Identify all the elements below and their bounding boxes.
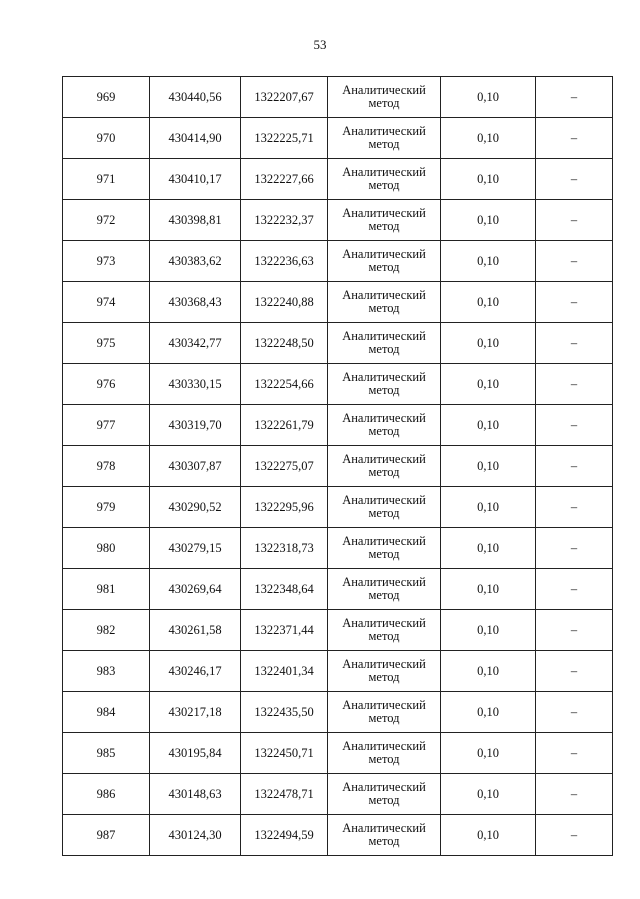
- method-cell: [328, 241, 441, 282]
- x-coordinate-cell: 430307,87: [150, 446, 241, 487]
- point-number-cell: 976: [63, 364, 150, 405]
- method-line-1: Аналитический: [342, 329, 426, 343]
- accuracy-cell: 0,10: [441, 774, 536, 815]
- note-cell: –: [536, 241, 613, 282]
- point-number-cell: 975: [63, 323, 150, 364]
- method-line-2: метод: [368, 711, 400, 725]
- point-number-cell: 973: [63, 241, 150, 282]
- accuracy-cell: 0,10: [441, 118, 536, 159]
- method-cell: [328, 323, 441, 364]
- method-cell: [328, 282, 441, 323]
- method-cell: [328, 118, 441, 159]
- y-coordinate-cell: 1322232,37: [241, 200, 328, 241]
- point-number-cell: 978: [63, 446, 150, 487]
- method-line-2: метод: [368, 752, 400, 766]
- point-number-cell: 970: [63, 118, 150, 159]
- table-row: [63, 118, 613, 159]
- x-coordinate-cell: 430246,17: [150, 651, 241, 692]
- y-coordinate-cell: 1322261,79: [241, 405, 328, 446]
- point-number-cell: 981: [63, 569, 150, 610]
- method-cell: [328, 77, 441, 118]
- method-line-1: Аналитический: [342, 616, 426, 630]
- method-line-2: метод: [368, 342, 400, 356]
- x-coordinate-cell: 430410,17: [150, 159, 241, 200]
- accuracy-cell: 0,10: [441, 159, 536, 200]
- point-number-cell: 987: [63, 815, 150, 856]
- method-line-1: Аналитический: [342, 575, 426, 589]
- note-cell: –: [536, 487, 613, 528]
- table-row: [63, 692, 613, 733]
- point-number-cell: 972: [63, 200, 150, 241]
- accuracy-cell: 0,10: [441, 200, 536, 241]
- table-row: [63, 815, 613, 856]
- method-line-1: Аналитический: [342, 657, 426, 671]
- table-row: [63, 774, 613, 815]
- method-line-2: метод: [368, 424, 400, 438]
- note-cell: –: [536, 323, 613, 364]
- point-number-cell: 969: [63, 77, 150, 118]
- y-coordinate-cell: 1322371,44: [241, 610, 328, 651]
- note-cell: –: [536, 733, 613, 774]
- table-row: [63, 200, 613, 241]
- table-row: [63, 323, 613, 364]
- note-cell: –: [536, 815, 613, 856]
- method-cell: [328, 774, 441, 815]
- y-coordinate-cell: 1322494,59: [241, 815, 328, 856]
- x-coordinate-cell: 430124,30: [150, 815, 241, 856]
- point-number-cell: 982: [63, 610, 150, 651]
- note-cell: –: [536, 118, 613, 159]
- method-line-2: метод: [368, 96, 400, 110]
- x-coordinate-cell: 430195,84: [150, 733, 241, 774]
- y-coordinate-cell: 1322435,50: [241, 692, 328, 733]
- point-number-cell: 984: [63, 692, 150, 733]
- method-line-2: метод: [368, 219, 400, 233]
- note-cell: –: [536, 77, 613, 118]
- table-row: [63, 364, 613, 405]
- accuracy-cell: 0,10: [441, 241, 536, 282]
- x-coordinate-cell: 430342,77: [150, 323, 241, 364]
- x-coordinate-cell: 430414,90: [150, 118, 241, 159]
- y-coordinate-cell: 1322225,71: [241, 118, 328, 159]
- method-line-1: Аналитический: [342, 780, 426, 794]
- y-coordinate-cell: 1322348,64: [241, 569, 328, 610]
- method-cell: [328, 487, 441, 528]
- y-coordinate-cell: 1322295,96: [241, 487, 328, 528]
- accuracy-cell: 0,10: [441, 733, 536, 774]
- method-cell: [328, 815, 441, 856]
- x-coordinate-cell: 430440,56: [150, 77, 241, 118]
- method-cell: [328, 159, 441, 200]
- method-line-1: Аналитический: [342, 534, 426, 548]
- accuracy-cell: 0,10: [441, 487, 536, 528]
- note-cell: –: [536, 610, 613, 651]
- method-line-2: метод: [368, 547, 400, 561]
- accuracy-cell: 0,10: [441, 364, 536, 405]
- method-cell: [328, 364, 441, 405]
- accuracy-cell: 0,10: [441, 528, 536, 569]
- method-line-1: Аналитический: [342, 452, 426, 466]
- table-row: [63, 241, 613, 282]
- method-line-2: метод: [368, 383, 400, 397]
- x-coordinate-cell: 430261,58: [150, 610, 241, 651]
- y-coordinate-cell: 1322478,71: [241, 774, 328, 815]
- coordinates-table-body: [63, 77, 613, 856]
- note-cell: –: [536, 282, 613, 323]
- method-line-1: Аналитический: [342, 493, 426, 507]
- coordinates-table: [62, 76, 613, 856]
- method-line-2: метод: [368, 629, 400, 643]
- note-cell: –: [536, 159, 613, 200]
- method-cell: [328, 528, 441, 569]
- y-coordinate-cell: 1322275,07: [241, 446, 328, 487]
- point-number-cell: 977: [63, 405, 150, 446]
- method-cell: [328, 733, 441, 774]
- y-coordinate-cell: 1322207,67: [241, 77, 328, 118]
- table-row: [63, 282, 613, 323]
- method-line-1: Аналитический: [342, 821, 426, 835]
- point-number-cell: 983: [63, 651, 150, 692]
- method-line-2: метод: [368, 793, 400, 807]
- method-line-2: метод: [368, 137, 400, 151]
- point-number-cell: 985: [63, 733, 150, 774]
- method-line-1: Аналитический: [342, 739, 426, 753]
- method-cell: [328, 200, 441, 241]
- table-row: [63, 77, 613, 118]
- method-cell: [328, 651, 441, 692]
- point-number-cell: 974: [63, 282, 150, 323]
- accuracy-cell: 0,10: [441, 77, 536, 118]
- point-number-cell: 971: [63, 159, 150, 200]
- x-coordinate-cell: 430148,63: [150, 774, 241, 815]
- x-coordinate-cell: 430383,62: [150, 241, 241, 282]
- y-coordinate-cell: 1322240,88: [241, 282, 328, 323]
- method-line-1: Аналитический: [342, 165, 426, 179]
- method-line-2: метод: [368, 588, 400, 602]
- method-line-2: метод: [368, 834, 400, 848]
- method-line-1: Аналитический: [342, 288, 426, 302]
- method-line-2: метод: [368, 178, 400, 192]
- table-row: [63, 446, 613, 487]
- table-row: [63, 733, 613, 774]
- method-line-2: метод: [368, 260, 400, 274]
- table-row: [63, 487, 613, 528]
- y-coordinate-cell: 1322227,66: [241, 159, 328, 200]
- table-row: [63, 405, 613, 446]
- table-row: [63, 159, 613, 200]
- accuracy-cell: 0,10: [441, 282, 536, 323]
- method-line-2: метод: [368, 465, 400, 479]
- note-cell: –: [536, 692, 613, 733]
- note-cell: –: [536, 774, 613, 815]
- method-line-1: Аналитический: [342, 411, 426, 425]
- table-row: [63, 569, 613, 610]
- method-cell: [328, 446, 441, 487]
- note-cell: –: [536, 528, 613, 569]
- method-cell: [328, 610, 441, 651]
- page-number: 53: [313, 37, 327, 52]
- x-coordinate-cell: 430319,70: [150, 405, 241, 446]
- y-coordinate-cell: 1322450,71: [241, 733, 328, 774]
- point-number-cell: 979: [63, 487, 150, 528]
- y-coordinate-cell: 1322401,34: [241, 651, 328, 692]
- accuracy-cell: 0,10: [441, 405, 536, 446]
- x-coordinate-cell: 430269,64: [150, 569, 241, 610]
- note-cell: –: [536, 651, 613, 692]
- method-line-2: метод: [368, 670, 400, 684]
- method-line-1: Аналитический: [342, 206, 426, 220]
- method-cell: [328, 692, 441, 733]
- method-line-2: метод: [368, 506, 400, 520]
- method-line-1: Аналитический: [342, 370, 426, 384]
- note-cell: –: [536, 446, 613, 487]
- table-row: [63, 528, 613, 569]
- accuracy-cell: 0,10: [441, 323, 536, 364]
- accuracy-cell: 0,10: [441, 446, 536, 487]
- note-cell: –: [536, 364, 613, 405]
- note-cell: –: [536, 200, 613, 241]
- method-line-1: Аналитический: [342, 247, 426, 261]
- y-coordinate-cell: 1322248,50: [241, 323, 328, 364]
- accuracy-cell: 0,10: [441, 569, 536, 610]
- table-row: [63, 610, 613, 651]
- y-coordinate-cell: 1322236,63: [241, 241, 328, 282]
- note-cell: –: [536, 405, 613, 446]
- x-coordinate-cell: 430368,43: [150, 282, 241, 323]
- x-coordinate-cell: 430330,15: [150, 364, 241, 405]
- accuracy-cell: 0,10: [441, 610, 536, 651]
- point-number-cell: 980: [63, 528, 150, 569]
- method-line-1: Аналитический: [342, 83, 426, 97]
- accuracy-cell: 0,10: [441, 815, 536, 856]
- method-cell: [328, 405, 441, 446]
- accuracy-cell: 0,10: [441, 692, 536, 733]
- x-coordinate-cell: 430279,15: [150, 528, 241, 569]
- accuracy-cell: 0,10: [441, 651, 536, 692]
- method-line-1: Аналитический: [342, 698, 426, 712]
- table-row: [63, 651, 613, 692]
- method-cell: [328, 569, 441, 610]
- method-line-1: Аналитический: [342, 124, 426, 138]
- note-cell: –: [536, 569, 613, 610]
- x-coordinate-cell: 430398,81: [150, 200, 241, 241]
- x-coordinate-cell: 430217,18: [150, 692, 241, 733]
- y-coordinate-cell: 1322254,66: [241, 364, 328, 405]
- point-number-cell: 986: [63, 774, 150, 815]
- y-coordinate-cell: 1322318,73: [241, 528, 328, 569]
- x-coordinate-cell: 430290,52: [150, 487, 241, 528]
- method-line-2: метод: [368, 301, 400, 315]
